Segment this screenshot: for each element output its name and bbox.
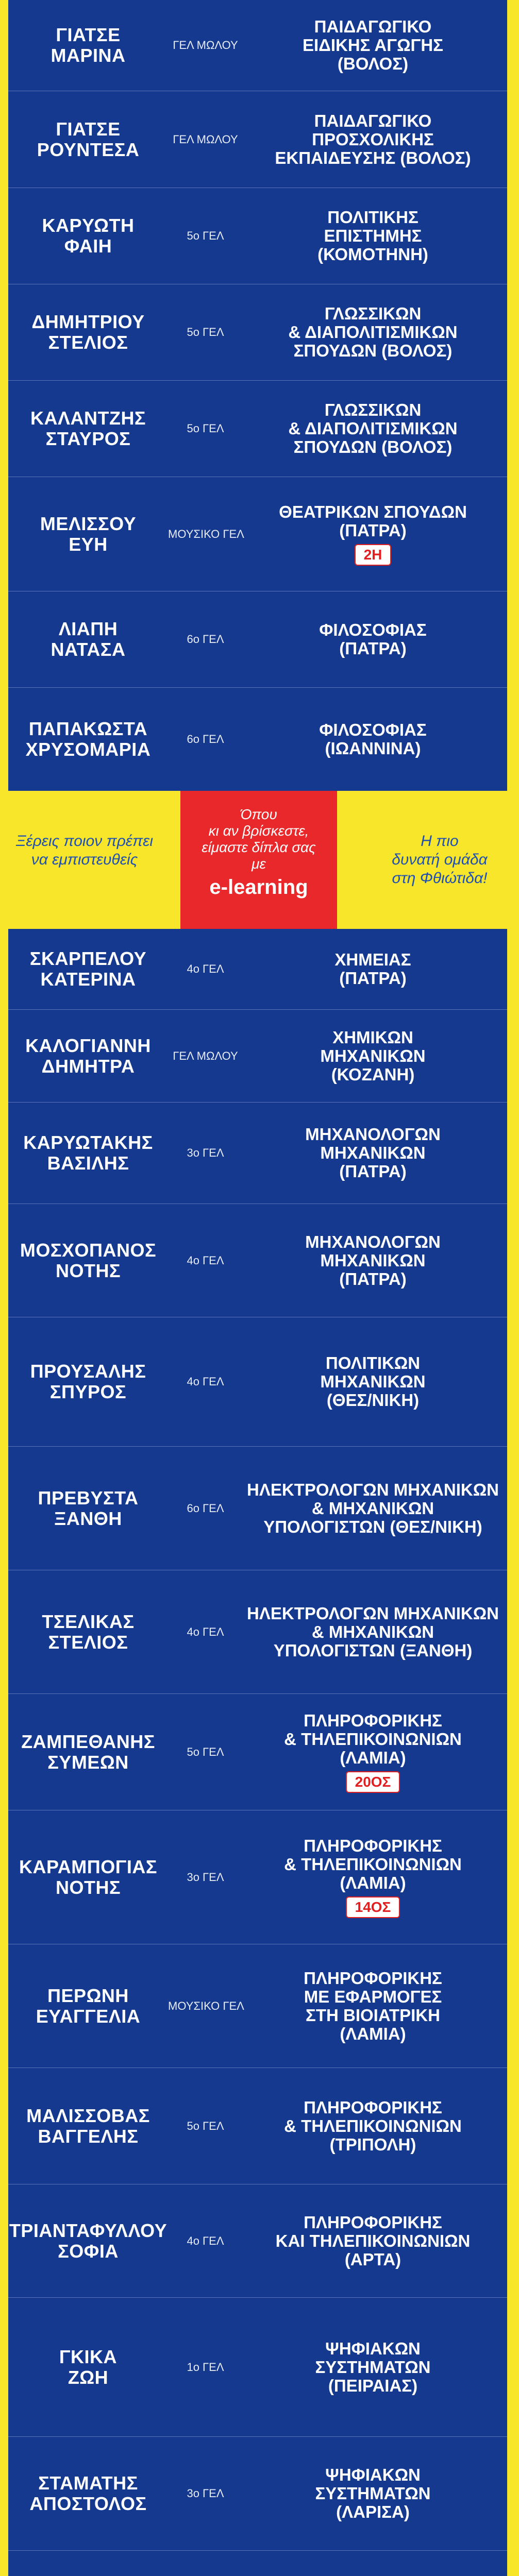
student-name: ΚΑΛΑΝΤΖΗΣ ΣΤΑΥΡΟΣ (30, 408, 146, 449)
school-name: 3ο ΓΕΛ (187, 2487, 224, 2500)
school-name: 4ο ΓΕΛ (187, 1375, 224, 1388)
student-row (8, 1944, 507, 2068)
student-name: ΜΑΛΙΣΣΟΒΑΣ ΒΑΓΓΕΛΗΣ (26, 2105, 150, 2147)
student-row (8, 1010, 507, 1103)
department-name: ΠΟΛΙΤΙΚΗΣ ΕΠΙΣΤΗΜΗΣ (ΚΟΜΟΤΗΝΗ) (317, 208, 428, 264)
promo-banner (0, 791, 519, 929)
department-cell (243, 304, 507, 360)
department-cell (243, 112, 507, 167)
department-name: ΠΑΙΔΑΓΩΓΙΚΟ ΕΙΔΙΚΗΣ ΑΓΩΓΗΣ (ΒΟΛΟΣ) (302, 17, 444, 73)
department-name: ΓΛΩΣΣΙΚΩΝ & ΔΙΑΠΟΛΙΤΙΣΜΙΚΩΝ ΣΠΟΥΔΩΝ (ΒΟΛΟΣ) (288, 400, 458, 456)
student-name: ΚΑΡΑΜΠΟΓΙΑΣ ΝΟΤΗΣ (19, 1856, 158, 1898)
results-panel-top (8, 0, 507, 791)
department-name: ΠΛΗΡΟΦΟΡΙΚΗΣ ΜΕ ΕΦΑΡΜΟΓΕΣ ΣΤΗ ΒΙΟΙΑΤΡΙΚΗ (ΛΑΜΙΑ) (304, 1968, 442, 2043)
department-name: ΠΛΗΡΟΦΟΡΙΚΗΣ & ΤΗΛΕΠΙΚΟΙΝΩΝΙΩΝ (ΛΑΜΙΑ) (284, 1836, 462, 1892)
school-name: ΜΟΥΣΙΚΟ ΓΕΛ (168, 527, 244, 540)
school-name: ΓΕΛ ΜΩΛΟΥ (173, 1049, 238, 1062)
student-name: ΜΟΣΧΟΠΑΝΟΣ ΝΟΤΗΣ (20, 1239, 157, 1281)
department-name: ΧΗΜΕΙΑΣ (ΠΑΤΡΑ) (334, 950, 411, 988)
student-name: ΔΗΜΗΤΡΙΟΥ ΣΤΕΛΙΟΣ (31, 311, 145, 353)
student-row (8, 1694, 507, 1810)
department-name: ΠΟΛΙΤΙΚΩΝ ΜΗΧΑΝΙΚΩΝ (ΘΕΣ/ΝΙΚΗ) (320, 1353, 426, 1410)
department-name: ΘΕΑΤΡΙΚΩΝ ΣΠΟΥΔΩΝ (ΠΑΤΡΑ) (279, 502, 467, 540)
rank-badge: 2Η (355, 544, 392, 566)
department-name: ΜΗΧΑΝΟΛΟΓΩΝ ΜΗΧΑΝΙΚΩΝ (ΠΑΤΡΑ) (305, 1232, 441, 1289)
rank-badge: 20ΟΣ (346, 1771, 400, 1793)
school-name: 3ο ΓΕΛ (187, 1870, 224, 1884)
department-cell (243, 1604, 507, 1660)
student-name: ΛΙΑΠΗ ΝΑΤΑΣΑ (51, 618, 126, 660)
student-name: ΠΕΡΩΝΗ ΕΥΑΓΓΕΛΙΑ (36, 1985, 141, 2027)
school-name: 4ο ΓΕΛ (187, 962, 224, 975)
banner-left-text: Ξέρεις ποιον πρέπει να εμπιστευθείς (15, 833, 154, 868)
school-name: 5ο ΓΕΛ (187, 1745, 224, 1758)
department-cell (243, 2466, 507, 2521)
school-name: 4ο ΓΕΛ (187, 1625, 224, 1638)
student-row (8, 688, 507, 791)
school-name: 3ο ΓΕΛ (187, 1146, 224, 1159)
student-name: ΠΡΟΥΣΑΛΗΣ ΣΠΥΡΟΣ (30, 1361, 146, 1402)
student-row (8, 381, 507, 477)
student-name: ΠΑΠΑΚΩΣΤΑ ΧΡΥΣΟΜΑΡΙΑ (25, 718, 151, 760)
student-name: ΤΡΙΑΝΤΑΦΥΛΛΟΥ ΣΟΦΙΑ (9, 2219, 168, 2262)
department-name: ΠΛΗΡΟΦΟΡΙΚΗΣ & ΤΗΛΕΠΙΚΟΙΝΩΝΙΩΝ (ΤΡΙΠΟΛΗ) (284, 2097, 462, 2154)
department-name: ΜΗΧΑΝΟΛΟΓΩΝ ΜΗΧΑΝΙΚΩΝ (ΠΑΤΡΑ) (305, 1125, 441, 1181)
student-row (8, 591, 507, 688)
department-cell (243, 621, 507, 658)
student-name: ΓΙΑΤΣΕ ΡΟΥΝΤΕΣΑ (37, 118, 140, 160)
student-row (8, 188, 507, 284)
department-cell (243, 1711, 507, 1793)
department-cell (243, 2213, 507, 2269)
student-row (8, 477, 507, 591)
school-name: 5ο ΓΕΛ (187, 229, 224, 242)
school-name: ΓΕΛ ΜΩΛΟΥ (173, 132, 238, 146)
department-name: ΗΛΕΚΤΡΟΛΟΓΩΝ ΜΗΧΑΝΙΚΩΝ & ΜΗΧΑΝΙΚΩΝ ΥΠΟΛΟΓΙΣΤΩΝ (ΞΑΝΘΗ) (246, 1603, 499, 1660)
student-name: ΣΤΑΜΑΤΗΣ ΑΠΟΣΤΟΛΟΣ (29, 2472, 147, 2514)
department-name: ΦΙΛΟΣΟΦΙΑΣ (ΙΩΑΝΝΙΝΑ) (319, 720, 427, 758)
student-row (8, 2437, 507, 2551)
student-row (8, 1317, 507, 1447)
school-name: ΜΟΥΣΙΚΟ ΓΕΛ (168, 1999, 244, 2012)
banner-elearning-box (180, 791, 337, 929)
student-name: ΠΡΕΒΥΣΤΑ ΞΑΝΘΗ (38, 1487, 139, 1529)
student-row (8, 2068, 507, 2184)
school-name: 5ο ΓΕΛ (187, 326, 224, 338)
banner-center-text: Όπου κι αν βρίσκεστε, είμαστε δίπλα σας με (202, 806, 316, 872)
student-row (8, 91, 507, 188)
student-name: ΚΑΛΟΓΙΑΝΝΗ ΔΗΜΗΤΡΑ (25, 1035, 151, 1077)
school-name: ΓΕΛ ΜΩΛΟΥ (173, 39, 238, 52)
department-cell (243, 1354, 507, 1410)
school-name: 6ο ΓΕΛ (187, 733, 224, 745)
student-name: ΓΚΙΚΑ ΖΩΗ (59, 2346, 118, 2388)
student-row (8, 2551, 507, 2576)
department-cell (243, 2098, 507, 2154)
department-name: ΦΙΛΟΣΟΦΙΑΣ (ΠΑΤΡΑ) (319, 620, 427, 658)
student-row (8, 929, 507, 1010)
department-cell (243, 721, 507, 758)
banner-brand: e-learning (209, 876, 308, 899)
student-name: ΖΑΜΠΕΘΑΝΗΣ ΣΥΜΕΩΝ (21, 1731, 155, 1773)
school-name: 6ο ΓΕΛ (187, 633, 224, 646)
student-row (8, 1810, 507, 1944)
student-row (8, 1570, 507, 1694)
department-cell (243, 951, 507, 988)
department-cell (243, 1837, 507, 1918)
department-name: ΠΑΙΔΑΓΩΓΙΚΟ ΠΡΟΣΧΟΛΙΚΗΣ ΕΚΠΑΙΔΕΥΣΗΣ (ΒΟΛΟΣ) (275, 111, 471, 167)
student-row (8, 1447, 507, 1570)
student-row (8, 0, 507, 91)
banner-right-text: Η πιο δυνατή ομάδα στη Φθιώτιδα! (392, 833, 488, 887)
student-name: ΚΑΡΥΩΤΗ ΦΑΙΗ (42, 215, 135, 257)
department-cell (243, 1969, 507, 2043)
results-panel-bottom (8, 929, 507, 2576)
department-cell (243, 1233, 507, 1289)
school-name: 5ο ΓΕΛ (187, 422, 224, 435)
student-name: ΓΙΑΤΣΕ ΜΑΡΙΝΑ (51, 24, 126, 66)
department-cell (243, 2340, 507, 2395)
department-name: ΨΗΦΙΑΚΩΝ ΣΥΣΤΗΜΑΤΩΝ (ΛΑΡΙΣΑ) (315, 2465, 431, 2521)
department-name: ΧΗΜΙΚΩΝ ΜΗΧΑΝΙΚΩΝ (ΚΟΖΑΝΗ) (320, 1027, 426, 1084)
rank-badge: 14ΟΣ (346, 1896, 400, 1918)
student-name: ΤΣΕΛΙΚΑΣ ΣΤΕΛΙΟΣ (42, 1611, 135, 1653)
department-cell (243, 1481, 507, 1536)
student-row (8, 1103, 507, 1204)
student-name: ΜΕΛΙΣΣΟΥ ΕΥΗ (40, 513, 137, 555)
student-name: ΚΑΡΥΩΤΑΚΗΣ ΒΑΣΙΛΗΣ (23, 1132, 153, 1174)
department-cell (243, 1028, 507, 1084)
department-cell (243, 1125, 507, 1181)
student-row (8, 284, 507, 381)
school-name: 1ο ΓΕΛ (187, 2360, 224, 2374)
department-cell (243, 401, 507, 456)
department-name: ΓΛΩΣΣΙΚΩΝ & ΔΙΑΠΟΛΙΤΙΣΜΙΚΩΝ ΣΠΟΥΔΩΝ (ΒΟΛΟΣ) (288, 304, 458, 360)
department-cell (243, 503, 507, 566)
department-name: ΠΛΗΡΟΦΟΡΙΚΗΣ ΚΑΙ ΤΗΛΕΠΙΚΟΙΝΩΝΙΩΝ (ΑΡΤΑ) (275, 2212, 471, 2269)
school-name: 5ο ΓΕΛ (187, 2119, 224, 2132)
student-name: ΣΚΑΡΠΕΛΟΥ ΚΑΤΕΡΙΝΑ (29, 948, 147, 990)
department-name: ΨΗΦΙΑΚΩΝ ΣΥΣΤΗΜΑΤΩΝ (ΠΕΙΡΑΙΑΣ) (315, 2338, 431, 2395)
school-name: 4ο ΓΕΛ (187, 1253, 224, 1267)
school-name: 6ο ΓΕΛ (187, 1501, 224, 1515)
student-row (8, 1204, 507, 1317)
department-name: ΗΛΕΚΤΡΟΛΟΓΩΝ ΜΗΧΑΝΙΚΩΝ & ΜΗΧΑΝΙΚΩΝ ΥΠΟΛΟΓΙΣΤΩΝ (ΘΕΣ/ΝΙΚΗ) (246, 1480, 499, 1536)
student-row (8, 2184, 507, 2298)
department-cell (243, 18, 507, 73)
school-name: 4ο ΓΕΛ (187, 2234, 224, 2247)
department-name: ΠΛΗΡΟΦΟΡΙΚΗΣ & ΤΗΛΕΠΙΚΟΙΝΩΝΙΩΝ (ΛΑΜΙΑ) (284, 1710, 462, 1767)
student-row (8, 2298, 507, 2437)
department-cell (243, 208, 507, 264)
